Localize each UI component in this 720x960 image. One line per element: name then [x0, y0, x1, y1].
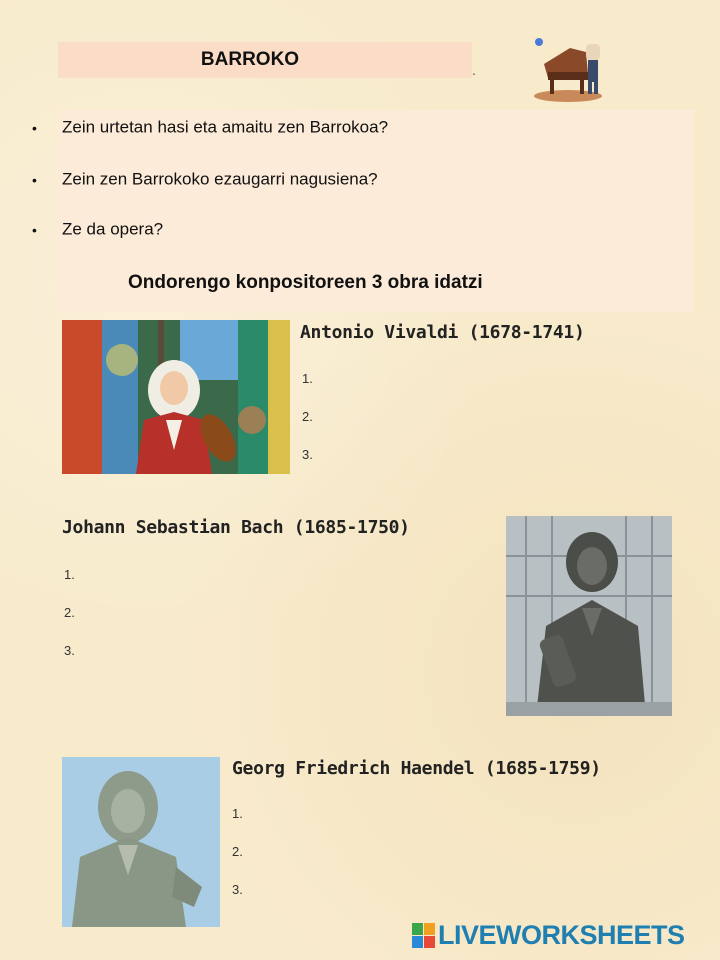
- bach-work-2-input[interactable]: [79, 600, 323, 624]
- answer-row: [302, 404, 561, 428]
- bach-work-3-input[interactable]: [79, 638, 323, 662]
- answer-number: 3.: [64, 643, 75, 658]
- haendel-work-3-input[interactable]: [247, 877, 491, 901]
- logo-wordmark: LIVEWORKSHEETS: [438, 920, 685, 950]
- bullet: •: [32, 119, 37, 136]
- instruction-text: Ondorengo konpositoreen 3 obra idatzi: [128, 272, 483, 293]
- question-item-2: [32, 169, 378, 190]
- answer-row: [302, 366, 561, 390]
- answer-row: [232, 877, 491, 901]
- answer-row: [64, 638, 323, 662]
- bach-work-1-input[interactable]: [79, 562, 323, 586]
- answer-row: [302, 442, 561, 466]
- answer-row: [232, 801, 491, 825]
- vivaldi-work-1-input[interactable]: [317, 366, 561, 390]
- answer-number: 3.: [302, 447, 313, 462]
- answer-number: 2.: [232, 844, 243, 859]
- vivaldi-portrait: [62, 320, 290, 474]
- question-text: Zein zen Barrokoko ezaugarri nagusiena?: [62, 169, 378, 189]
- liveworksheets-logo-icon: [412, 923, 436, 949]
- title-dot: .: [472, 62, 476, 78]
- answer-number: 1.: [302, 371, 313, 386]
- composer-name-haendel: Georg Friedrich Haendel (1685-1759): [232, 758, 601, 779]
- answer-number: 2.: [64, 605, 75, 620]
- bullet: •: [32, 171, 37, 188]
- answer-number: 3.: [232, 882, 243, 897]
- haendel-work-2-input[interactable]: [247, 839, 491, 863]
- vivaldi-work-3-input[interactable]: [317, 442, 561, 466]
- page-title: BARROKO: [200, 49, 300, 70]
- bach-statue-photo: [506, 516, 672, 716]
- question-item-1: [32, 117, 388, 138]
- answer-number: 1.: [64, 567, 75, 582]
- answer-row: [232, 839, 491, 863]
- bullet: •: [32, 221, 37, 238]
- question-item-3: [32, 219, 163, 240]
- composer-name-vivaldi: Antonio Vivaldi (1678-1741): [300, 322, 585, 343]
- answer-number: 2.: [302, 409, 313, 424]
- answer-row: [64, 600, 323, 624]
- haendel-statue-photo: [62, 757, 220, 927]
- question-text: Ze da opera?: [62, 219, 164, 239]
- answer-row: [64, 562, 323, 586]
- haendel-work-1-input[interactable]: [247, 801, 491, 825]
- piano-clipart-icon: [530, 34, 610, 104]
- composer-name-bach: Johann Sebastian Bach (1685-1750): [62, 517, 410, 538]
- question-text: Zein urtetan hasi eta amaitu zen Barrokoa?: [62, 117, 389, 137]
- liveworksheets-logo[interactable]: [412, 920, 685, 952]
- answer-number: 1.: [232, 806, 243, 821]
- vivaldi-work-2-input[interactable]: [317, 404, 561, 428]
